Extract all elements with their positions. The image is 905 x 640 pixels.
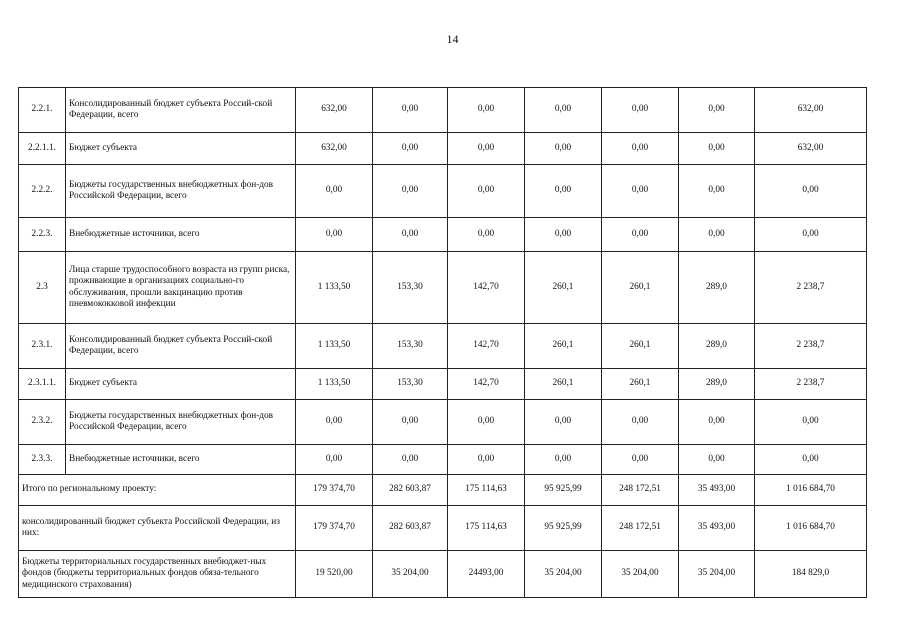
row-value: 0,00	[602, 400, 679, 445]
row-value: 260,1	[525, 252, 602, 324]
total-value: 24493,00	[448, 551, 525, 598]
row-value: 0,00	[679, 445, 755, 475]
row-value: 0,00	[296, 445, 373, 475]
table-row	[19, 445, 867, 475]
row-value: 0,00	[373, 165, 448, 218]
row-value: 0,00	[755, 445, 867, 475]
row-value: 289,0	[679, 369, 755, 400]
table-row	[19, 324, 867, 369]
row-code: 2.3.3.	[19, 445, 66, 475]
row-value: 0,00	[373, 400, 448, 445]
row-value: 0,00	[755, 400, 867, 445]
row-name: Бюджет субъекта	[66, 133, 296, 165]
total-value: 179 374,70	[296, 475, 373, 506]
total-value: 95 925,99	[525, 506, 602, 551]
total-value: 35 493,00	[679, 506, 755, 551]
table-row	[19, 88, 867, 133]
total-value: 35 493,00	[679, 475, 755, 506]
row-value: 0,00	[755, 218, 867, 252]
total-value: 19 520,00	[296, 551, 373, 598]
total-value: 184 829,0	[755, 551, 867, 598]
total-value: 1 016 684,70	[755, 475, 867, 506]
row-value: 0,00	[448, 218, 525, 252]
row-value: 0,00	[448, 400, 525, 445]
total-value: 175 114,63	[448, 506, 525, 551]
row-value: 153,30	[373, 252, 448, 324]
total-value: 282 603,87	[373, 475, 448, 506]
row-value: 0,00	[525, 445, 602, 475]
row-value: 0,00	[679, 133, 755, 165]
row-value: 260,1	[525, 324, 602, 369]
row-code: 2.3	[19, 252, 66, 324]
total-value: 179 374,70	[296, 506, 373, 551]
row-value: 0,00	[296, 400, 373, 445]
row-code: 2.2.3.	[19, 218, 66, 252]
total-value: 35 204,00	[525, 551, 602, 598]
row-value: 0,00	[602, 88, 679, 133]
total-value: 1 016 684,70	[755, 506, 867, 551]
table-row	[19, 369, 867, 400]
row-value: 632,00	[755, 88, 867, 133]
total-value: 248 172,51	[602, 475, 679, 506]
row-value: 632,00	[296, 133, 373, 165]
total-value: 35 204,00	[373, 551, 448, 598]
row-value: 2 238,7	[755, 324, 867, 369]
row-value: 0,00	[525, 133, 602, 165]
row-value: 1 133,50	[296, 252, 373, 324]
table-row	[19, 400, 867, 445]
row-value: 153,30	[373, 324, 448, 369]
row-value: 1 133,50	[296, 369, 373, 400]
row-value: 289,0	[679, 324, 755, 369]
row-value: 0,00	[679, 400, 755, 445]
row-value: 0,00	[679, 218, 755, 252]
row-value: 153,30	[373, 369, 448, 400]
total-value: 35 204,00	[602, 551, 679, 598]
row-name: Бюджет субъекта	[66, 369, 296, 400]
total-row	[19, 506, 867, 551]
table-body	[19, 88, 867, 598]
row-code: 2.2.1.1.	[19, 133, 66, 165]
row-value: 142,70	[448, 252, 525, 324]
row-code: 2.3.1.1.	[19, 369, 66, 400]
row-value: 0,00	[679, 165, 755, 218]
row-value: 0,00	[602, 218, 679, 252]
row-value: 0,00	[373, 133, 448, 165]
row-value: 632,00	[755, 133, 867, 165]
row-value: 260,1	[602, 369, 679, 400]
row-value: 260,1	[602, 252, 679, 324]
table-row	[19, 218, 867, 252]
row-code: 2.3.2.	[19, 400, 66, 445]
row-name: Бюджеты государственных внебюджетных фон-дов Российской Федерации, всего	[66, 400, 296, 445]
total-label: консолидированный бюджет субъекта Российской Федерации, из них:	[19, 506, 296, 551]
row-name: Внебюджетные источники, всего	[66, 218, 296, 252]
row-name: Консолидированный бюджет субъекта Россий-ской Федерации, всего	[66, 88, 296, 133]
row-value: 0,00	[602, 445, 679, 475]
row-value: 260,1	[602, 324, 679, 369]
row-code: 2.3.1.	[19, 324, 66, 369]
table-row	[19, 165, 867, 218]
row-value: 0,00	[373, 218, 448, 252]
total-value: 35 204,00	[679, 551, 755, 598]
row-value: 0,00	[296, 218, 373, 252]
row-value: 0,00	[296, 165, 373, 218]
row-value: 0,00	[525, 165, 602, 218]
row-value: 0,00	[448, 165, 525, 218]
row-value: 0,00	[525, 88, 602, 133]
row-value: 260,1	[525, 369, 602, 400]
row-name: Внебюджетные источники, всего	[66, 445, 296, 475]
row-value: 2 238,7	[755, 252, 867, 324]
row-name: Консолидированный бюджет субъекта Россий-ской Федерации, всего	[66, 324, 296, 369]
row-value: 0,00	[525, 218, 602, 252]
row-value: 142,70	[448, 324, 525, 369]
row-code: 2.2.2.	[19, 165, 66, 218]
row-name: Бюджеты государственных внебюджетных фон-дов Российской Федерации, всего	[66, 165, 296, 218]
row-value: 2 238,7	[755, 369, 867, 400]
row-value: 1 133,50	[296, 324, 373, 369]
page-number: 14	[446, 32, 459, 46]
row-value: 0,00	[602, 133, 679, 165]
total-value: 248 172,51	[602, 506, 679, 551]
total-value: 95 925,99	[525, 475, 602, 506]
row-value: 632,00	[296, 88, 373, 133]
row-name: Лица старше трудоспособного возраста из групп риска, проживающие в организациях социально-го обслуживания, прошли вакцинацию против пневмококковой инфекции	[66, 252, 296, 324]
row-value: 289,0	[679, 252, 755, 324]
total-value: 282 603,87	[373, 506, 448, 551]
row-value: 0,00	[602, 165, 679, 218]
row-code: 2.2.1.	[19, 88, 66, 133]
total-value: 175 114,63	[448, 475, 525, 506]
row-value: 0,00	[755, 165, 867, 218]
row-value: 0,00	[448, 133, 525, 165]
total-label: Бюджеты территориальных государственных внебюджет-ных фондов (бюджеты территориальных фондов обяза-тельного медицинского страхования)	[19, 551, 296, 598]
budget-table	[18, 87, 867, 598]
row-value: 0,00	[679, 88, 755, 133]
row-value: 142,70	[448, 369, 525, 400]
row-value: 0,00	[373, 88, 448, 133]
table-row	[19, 252, 867, 324]
table-row	[19, 133, 867, 165]
row-value: 0,00	[525, 400, 602, 445]
row-value: 0,00	[373, 445, 448, 475]
total-label: Итого по региональному проекту:	[19, 475, 296, 506]
row-value: 0,00	[448, 445, 525, 475]
row-value: 0,00	[448, 88, 525, 133]
total-row	[19, 551, 867, 598]
total-row	[19, 475, 867, 506]
